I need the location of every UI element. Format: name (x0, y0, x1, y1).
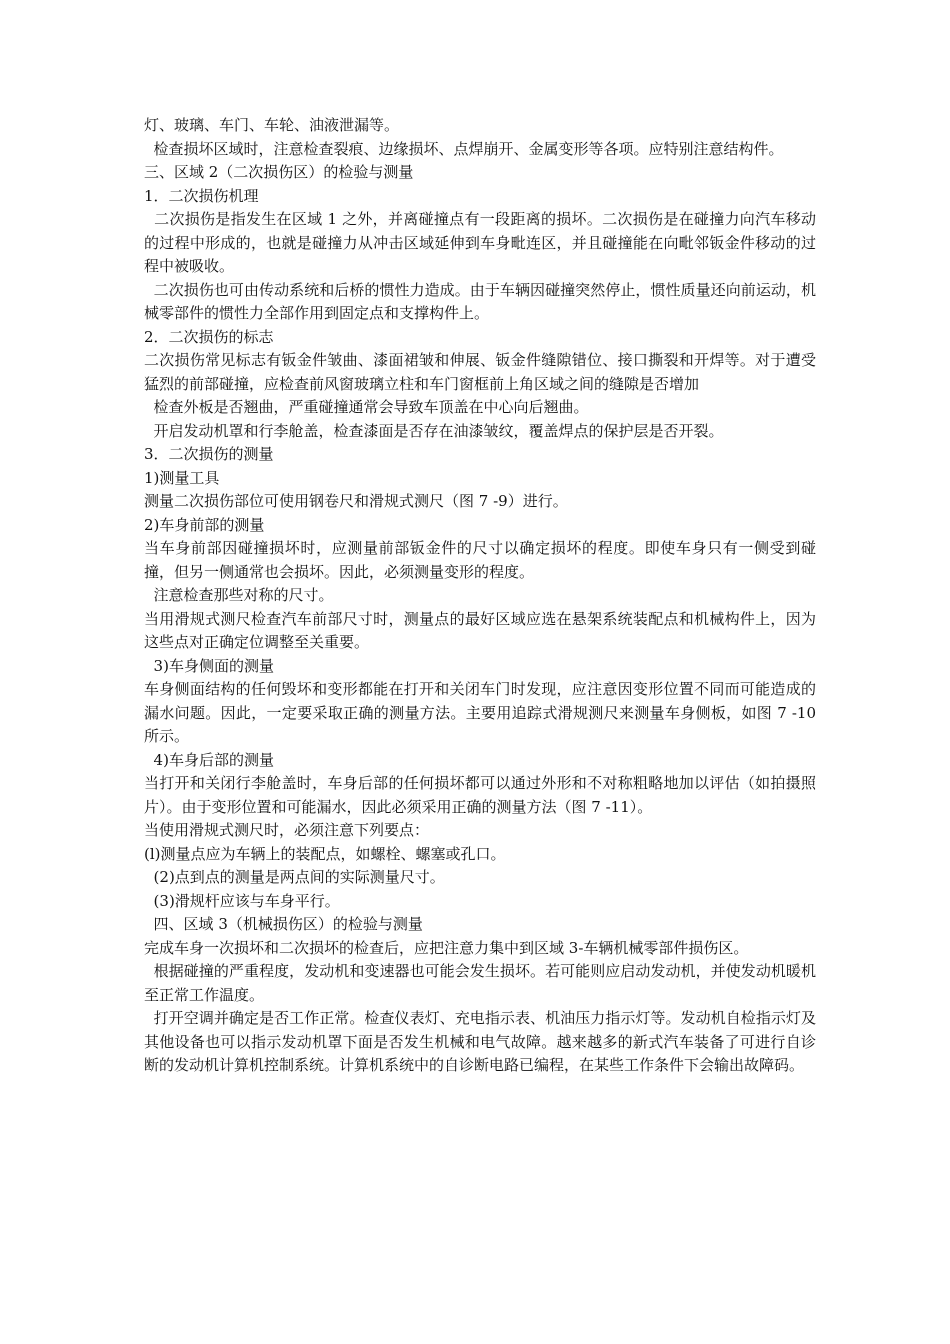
paragraph: 当使用滑规式测尺时，必须注意下列要点： (144, 821, 430, 839)
item-heading: 2)车身前部的测量 (144, 515, 265, 534)
paragraph: 二次损伤也可由传动系统和后桥的惯性力造成。由于车辆因碰撞突然停止，惯性质量还向前运动，机械零部件的惯性力全部作用到固定点和支撑构件上。 (144, 280, 816, 322)
paragraph: 注意检查那些对称的尺寸。 (144, 586, 334, 604)
paragraph: 检查损坏区域时，注意检查裂痕、边缘损坏、点焊崩开、金属变形等各项。应特别注意结构件。 (144, 139, 784, 158)
section-heading: 三、区域 2（二次损伤区）的检验与测量 (144, 163, 414, 181)
subsection-heading: 2．二次损伤的标志 (144, 327, 274, 346)
item-heading: 4)车身后部的测量 (144, 750, 274, 769)
document-body (144, 114, 821, 1078)
list-item: (l)测量点应为车辆上的装配点，如螺栓、螺塞或孔口。 (144, 844, 506, 863)
item-heading: 3)车身侧面的测量 (144, 656, 274, 675)
section-heading: 四、区域 3（机械损伤区）的检验与测量 (144, 915, 423, 933)
paragraph: 打开空调并确定是否工作正常。检查仪表灯、充电指示表、机油压力指示灯等。发动机自检指示灯及其他设备也可以指示发动机罩下面是否发生机械和电气故障。越来越多的新式汽车装备了可进行自诊断的发动机计算机控制系统。计算机系统中的自诊断电路已编程，在某些工作条件下会输出故障码。 (144, 1009, 816, 1074)
item-heading: 1)测量工具 (144, 468, 220, 487)
paragraph: 当车身前部因碰撞损坏时，应测量前部钣金件的尺寸以确定损坏的程度。即使车身只有一侧受到碰撞，但另一侧通常也会损坏。因此，必须测量变形的程度。 (144, 539, 816, 581)
paragraph: 二次损伤是指发生在区域 1 之外，并离碰撞点有一段距离的损坏。二次损伤是在碰撞力向汽车移动的过程中形成的，也就是碰撞力从冲击区域延伸到车身毗连区，并且碰撞能在向毗邻钣金件移动的过程中被吸收。 (144, 210, 816, 275)
paragraph: 测量二次损伤部位可使用钢卷尺和滑规式测尺（图 7 -9）进行。 (144, 492, 568, 510)
paragraph: 灯、玻璃、车门、车轮、油液泄漏等。 (144, 116, 400, 134)
paragraph: 当用滑规式测尺检查汽车前部尺寸时，测量点的最好区域应选在悬架系统装配点和机械构件上，因为这些点对正确定位调整至关重要。 (144, 609, 816, 651)
paragraph: 根据碰撞的严重程度，发动机和变速器也可能会发生损坏。若可能则应启动发动机，并使发动机暖机至正常工作温度。 (144, 962, 816, 1004)
paragraph: 检查外板是否翘曲，严重碰撞通常会导致车顶盖在中心向后翘曲。 (144, 398, 589, 416)
list-item: (2)点到点的测量是两点间的实际测量尺寸。 (144, 868, 445, 886)
subsection-heading: 3．二次损伤的测量 (144, 445, 274, 463)
list-item: (3)滑规杆应该与车身平行。 (144, 891, 340, 910)
paragraph: 开启发动机罩和行李舱盖，检查漆面是否存在油漆皱纹，覆盖焊点的保护层是否开裂。 (144, 421, 724, 440)
paragraph: 完成车身一次损坏和二次损坏的检查后，应把注意力集中到区域 3-车辆机械零部件损伤区。 (144, 938, 749, 957)
paragraph: 二次损伤常见标志有钣金件皱曲、漆面裙皱和伸展、钣金件缝隙错位、接口撕裂和开焊等。对于遭受猛烈的前部碰撞，应检查前风窗玻璃立柱和车门窗框前上角区域之间的缝隙是否增加 (144, 351, 816, 393)
paragraph: 车身侧面结构的任何毁坏和变形都能在打开和关闭车门时发现，应注意因变形位置不同而可能造成的漏水问题。因此，一定要采取正确的测量方法。主要用追踪式滑规测尺来测量车身侧板，如图 7 -10 所示。 (144, 680, 821, 745)
subsection-heading: 1．二次损伤机理 (144, 186, 259, 205)
paragraph: 当打开和关闭行李舱盖时，车身后部的任何损坏都可以通过外形和不对称粗略地加以评估（如拍摄照片）。由于变形位置和可能漏水，因此必须采用正确的测量方法（图 7 -11）。 (144, 774, 816, 816)
